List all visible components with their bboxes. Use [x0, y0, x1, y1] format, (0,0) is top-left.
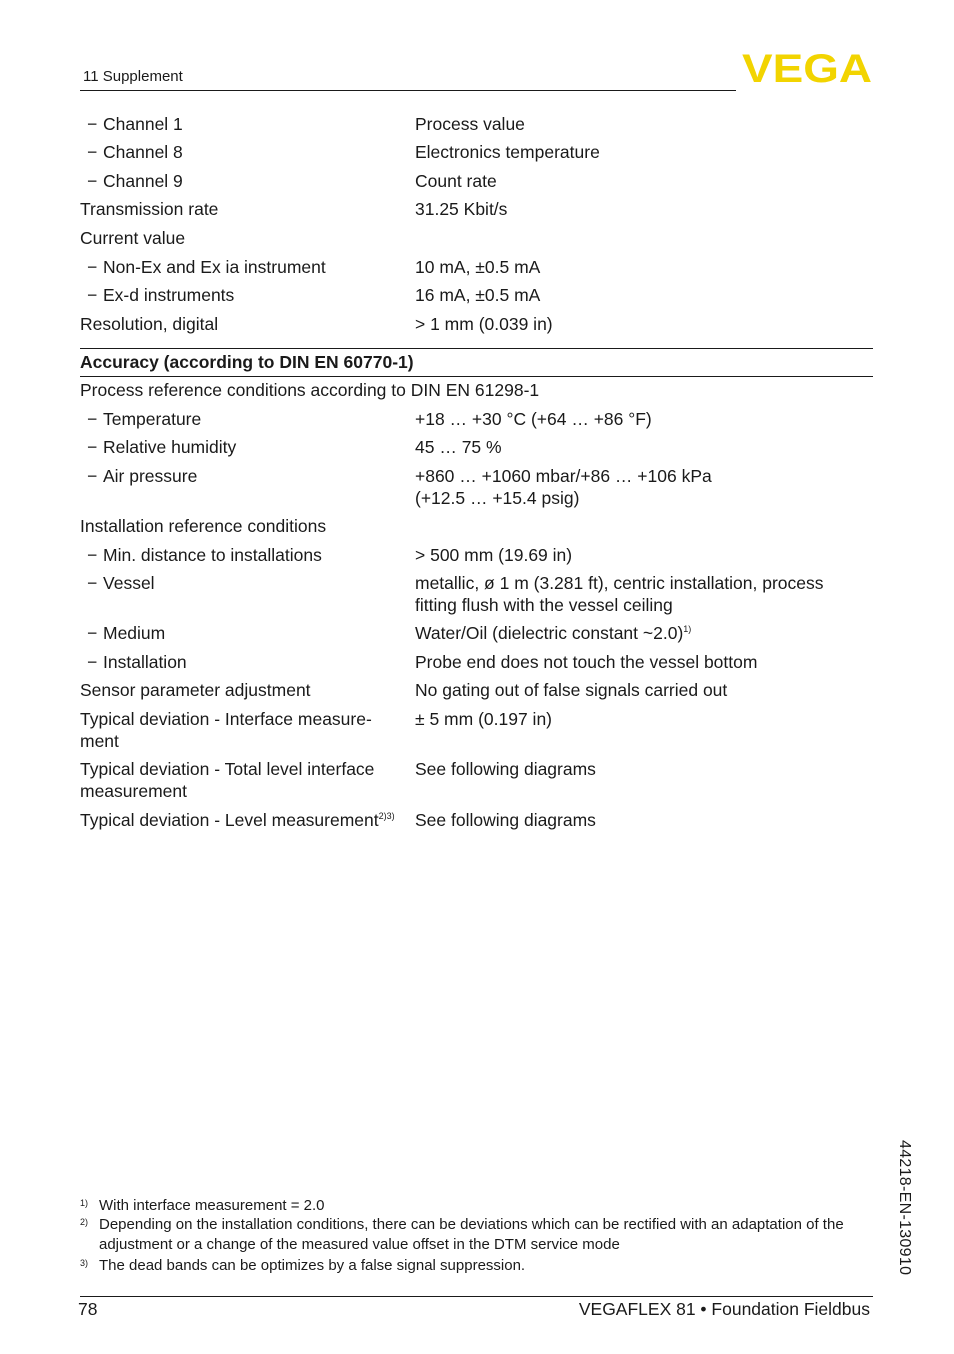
footnote-text: With interface measurement = 2.0	[99, 1197, 325, 1214]
footnote-text: The dead bands can be optimizes by a false signal suppression.	[99, 1257, 526, 1274]
spec-label: − Medium	[87, 623, 166, 643]
spec-label: − Temperature	[87, 409, 202, 429]
footnote-mark: 3)	[80, 1258, 89, 1268]
footnote-mark: 1)	[80, 1198, 89, 1208]
spec-label: Typical deviation - Interface measure- ment	[80, 709, 372, 751]
spec-value: > 1 mm (0.039 in)	[415, 314, 553, 334]
spec-value: +18 … +30 °C (+64 … +86 °F)	[415, 409, 652, 429]
document-code: 44218-EN-130910	[896, 1140, 913, 1276]
spec-value: ± 5 mm (0.197 in)	[415, 709, 553, 729]
spec-label: Current value	[80, 228, 186, 248]
spec-value: > 500 mm (19.69 in)	[415, 545, 573, 565]
spec-value: metallic, ø 1 m (3.281 ft), centric installation, process fitting flush with the vessel ceiling	[415, 573, 824, 615]
spec-label: Installation reference conditions	[80, 516, 327, 536]
spec-label: Typical deviation - Level measurement$^{2)3)}$	[80, 810, 395, 830]
spec-value: +860 … +1060 mbar/+86 … +106 kPa (+12.5 … +15.4 psig)	[415, 466, 712, 508]
spec-label: − Installation	[87, 652, 187, 672]
footnote-mark: 2)	[80, 1217, 89, 1227]
footnote-ref: 2)3)	[378, 811, 395, 821]
spec-label: − Channel 9	[87, 171, 183, 191]
footer-rule	[80, 1296, 873, 1297]
section-rule-bottom	[80, 376, 873, 377]
logo-text: VEGA	[742, 50, 872, 86]
section-label: 11 Supplement	[83, 68, 183, 85]
spec-value: Water/Oil (dielectric constant ~2.0)$^{1)}$	[415, 623, 692, 643]
spec-value: Electronics temperature	[415, 142, 600, 162]
spec-label: Typical deviation - Total level interface measurement	[80, 759, 375, 801]
spec-label: − Air pressure	[87, 466, 198, 486]
spec-label: Process reference conditions according to DIN EN 61298-1	[80, 380, 540, 400]
spec-value: Count rate	[415, 171, 497, 191]
header-rule	[80, 90, 736, 91]
footnote	[80, 1256, 860, 1276]
spec-value: Probe end does not touch the vessel bottom	[415, 652, 758, 672]
spec-label: − Non-Ex and Ex ia instrument	[87, 257, 326, 277]
spec-value: 16 mA, ±0.5 mA	[415, 285, 541, 305]
footnote	[80, 1215, 860, 1255]
spec-value: 10 mA, ±0.5 mA	[415, 257, 541, 277]
page-number: 78	[78, 1299, 98, 1319]
spec-value: See following diagrams	[415, 810, 596, 830]
footnote	[80, 1196, 860, 1216]
spec-value: Process value	[415, 114, 525, 134]
spec-label: − Vessel	[87, 573, 155, 593]
section-title: Accuracy (according to DIN EN 60770-1)	[80, 352, 414, 372]
spec-label: Sensor parameter adjustment	[80, 680, 311, 700]
spec-value: No gating out of false signals carried out	[415, 680, 728, 700]
spec-value: 31.25 Kbit/s	[415, 199, 508, 219]
spec-value: 45 … 75 %	[415, 437, 502, 457]
spec-value: See following diagrams	[415, 759, 596, 779]
product-title: VEGAFLEX 81 • Foundation Fieldbus	[578, 1299, 870, 1319]
spec-label: − Relative humidity	[87, 437, 237, 457]
spec-label: − Ex-d instruments	[87, 285, 235, 305]
spec-label: − Channel 1	[87, 114, 183, 134]
footnote-ref: 1)	[683, 624, 692, 634]
spec-label: Resolution, digital	[80, 314, 219, 334]
spec-label: − Min. distance to installations	[87, 545, 322, 565]
spec-label: − Channel 8	[87, 142, 183, 162]
section-rule-top	[80, 348, 873, 349]
footnote-text: Depending on the installation conditions, there can be deviations which can be rectified with an adaptation of the adjustment or a change of the measured value offset in the DTM service mode	[99, 1216, 844, 1253]
vega-logo	[742, 50, 874, 86]
spec-label: Transmission rate	[80, 199, 219, 219]
